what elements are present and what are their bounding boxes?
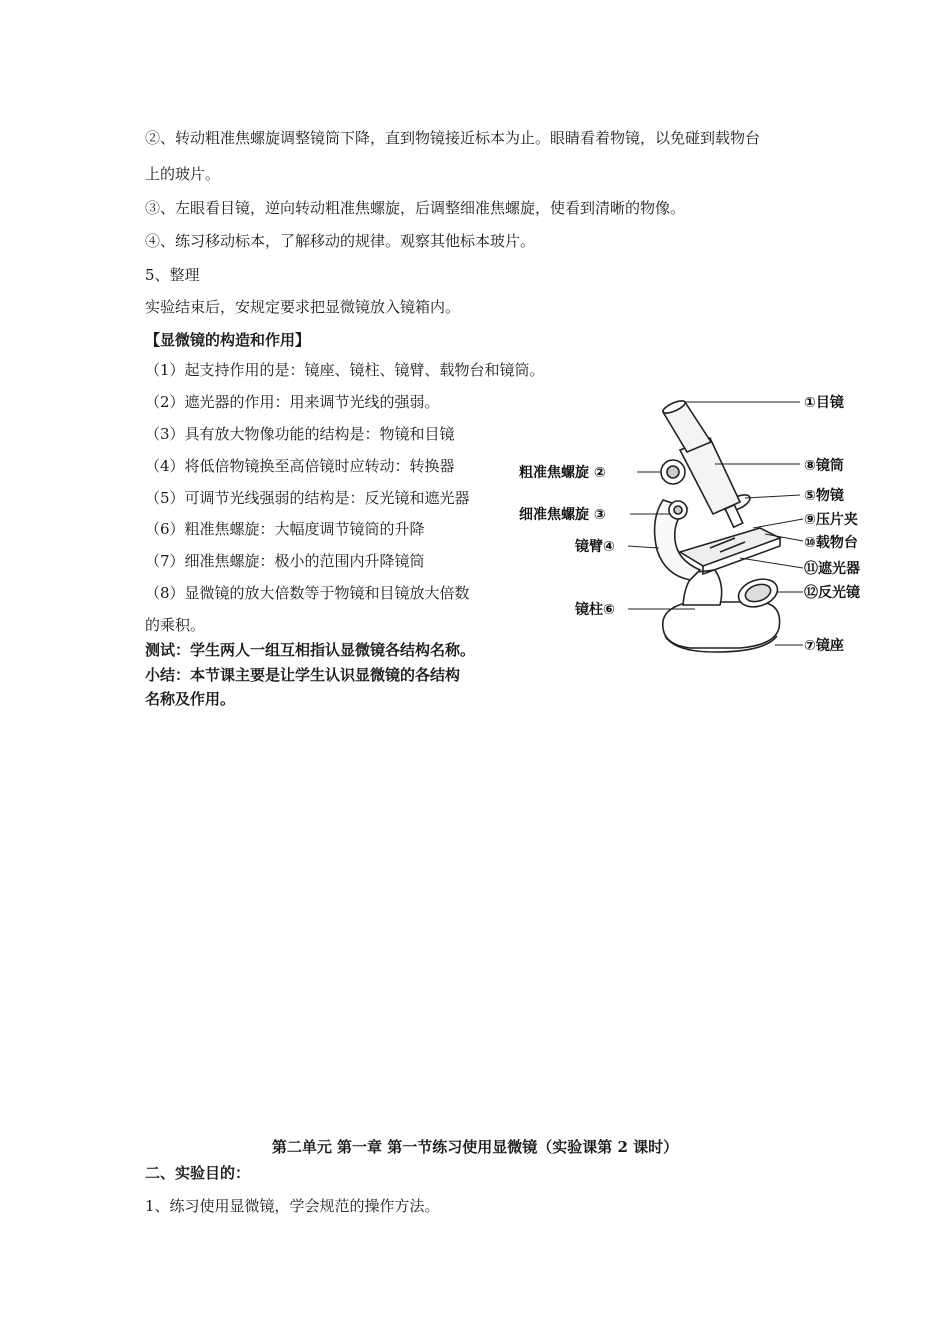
cleanup-text: 实验结束后，安规定要求把显微镜放入镜箱内。 bbox=[145, 298, 461, 316]
label-coarse: 粗准焦螺旋 ② bbox=[519, 465, 606, 481]
test-text: 测试：学生两人一组互相指认显微镜各结构名称。 bbox=[145, 641, 476, 659]
label-clip: ⑨压片夹 bbox=[804, 512, 858, 528]
label-diaphragm: ⑪遮光器 bbox=[804, 561, 860, 577]
label-stage: ⑩载物台 bbox=[804, 535, 858, 551]
structure-item-2: （2）遮光器的作用：用来调节光线的强弱。 bbox=[145, 393, 440, 411]
label-pillar: 镜柱⑥ bbox=[575, 602, 615, 618]
structure-item-1: （1）起支持作用的是：镜座、镜柱、镜臂、载物台和镜筒。 bbox=[145, 361, 545, 379]
label-base: ⑦镜座 bbox=[804, 638, 844, 654]
cleanup-heading: 5、整理 bbox=[145, 266, 200, 284]
label-mirror: ⑫反光镜 bbox=[804, 585, 860, 601]
label-tube: ⑧镜筒 bbox=[804, 458, 844, 474]
objective-item-1: 1、练习使用显微镜，学会规范的操作方法。 bbox=[145, 1197, 440, 1215]
label-objective: ⑤物镜 bbox=[804, 488, 844, 504]
structure-item-7: （7）细准焦螺旋：极小的范围内升降镜筒 bbox=[145, 552, 425, 570]
structure-item-4: （4）将低倍物镜换至高倍镜时应转动：转换器 bbox=[145, 457, 455, 475]
structure-heading: 【显微镜的构造和作用】 bbox=[145, 331, 311, 349]
step2-line2: 上的玻片。 bbox=[145, 165, 221, 183]
structure-item-5: （5）可调节光线强弱的结构是：反光镜和遮光器 bbox=[145, 489, 470, 507]
structure-item-8-cont: 的乘积。 bbox=[145, 616, 206, 634]
label-fine: 细准焦螺旋 ③ bbox=[519, 507, 606, 523]
step4-text: ④、练习移动标本，了解移动的规律。观察其他标本玻片。 bbox=[145, 232, 536, 250]
summary-line1: 小结：本节课主要是让学生认识显微镜的各结构 bbox=[145, 666, 461, 684]
structure-item-8: （8）显微镜的放大倍数等于物镜和目镜放大倍数 bbox=[145, 584, 470, 602]
structure-item-6: （6）粗准焦螺旋：大幅度调节镜筒的升降 bbox=[145, 520, 425, 538]
lesson-title: 第二单元 第一章 第一节练习使用显微镜（实验课第 2 课时） bbox=[271, 1138, 679, 1156]
structure-item-3: （3）具有放大物像功能的结构是：物镜和目镜 bbox=[145, 425, 455, 443]
label-arm: 镜臂④ bbox=[575, 539, 615, 555]
microscope-diagram bbox=[515, 380, 895, 670]
summary-line2: 名称及作用。 bbox=[145, 690, 236, 708]
microscope-drawing bbox=[655, 398, 781, 652]
step3-text: ③、左眼看目镜，逆向转动粗准焦螺旋，后调整细准焦螺旋，使看到清晰的物像。 bbox=[145, 199, 686, 217]
label-eyepiece: ①目镜 bbox=[804, 395, 844, 411]
step2-line1: ②、转动粗准焦螺旋调整镜筒下降，直到物镜接近标本为止。眼睛看着物镜，以免碰到载物台 bbox=[145, 129, 761, 147]
section-heading: 二、实验目的： bbox=[145, 1164, 251, 1182]
stage-shape bbox=[680, 528, 780, 566]
